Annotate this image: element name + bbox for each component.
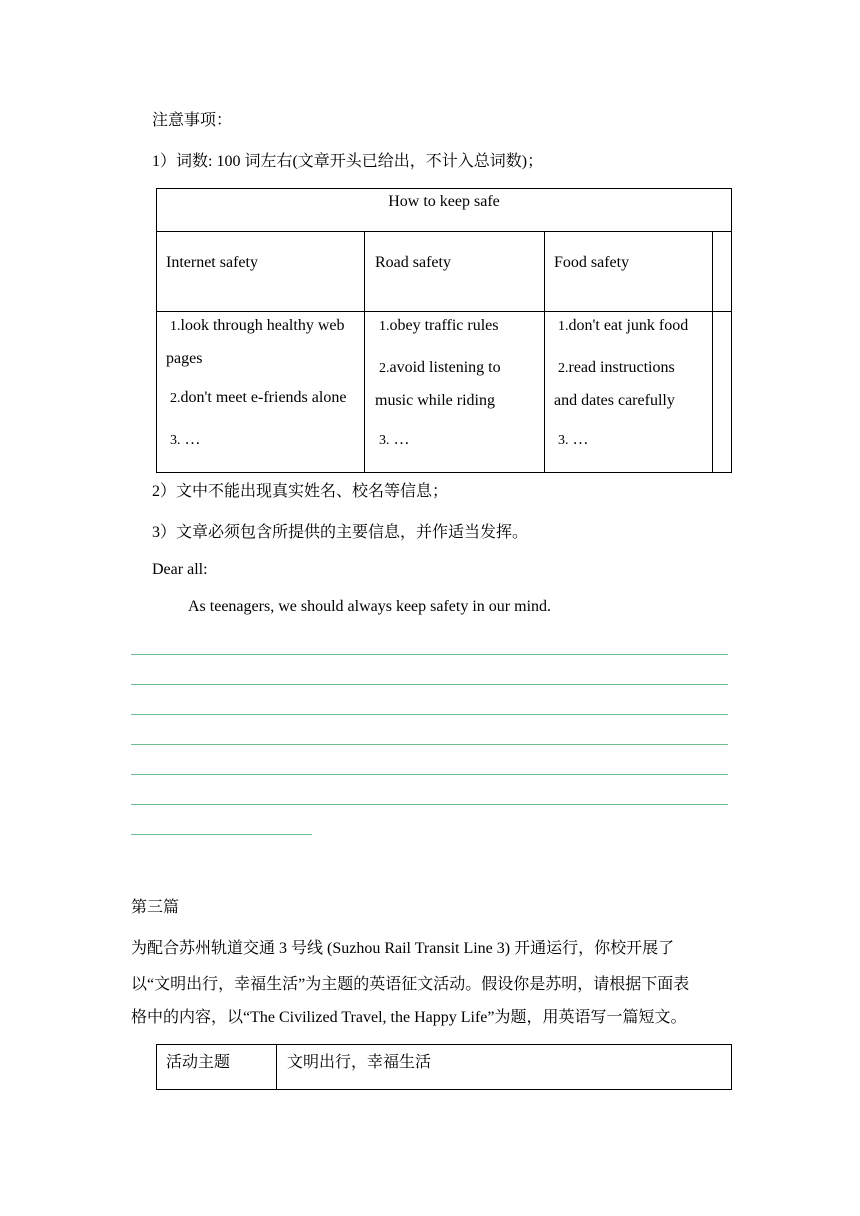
writing-line xyxy=(131,714,728,715)
list-item-continuation: and dates carefully xyxy=(554,392,675,409)
list-item xyxy=(379,431,410,449)
theme-table xyxy=(156,1044,732,1090)
item-number: 1. xyxy=(558,319,569,334)
prompt-line-3: 格中的内容，以“The Civilized Travel, the Happy Life”为题，用英语写一篇短文。 xyxy=(131,1009,687,1026)
notes-heading: 注意事项： xyxy=(152,112,233,129)
writing-line xyxy=(131,774,728,775)
item-number: 1. xyxy=(170,319,181,334)
column-header-internet: Internet safety xyxy=(166,254,258,271)
column-divider xyxy=(276,1045,277,1089)
writing-line xyxy=(131,804,728,805)
item-number: 2. xyxy=(170,391,181,406)
item-text: … xyxy=(184,431,201,448)
prompt-line-2: 以“文明出行，幸福生活”为主题的英语征文活动。假设你是苏明，请根据下面表 xyxy=(131,976,690,993)
note-item-3: 3）文章必须包含所提供的主要信息，并作适当发挥。 xyxy=(152,524,529,541)
item-number: 3. xyxy=(379,433,390,448)
list-item xyxy=(170,389,346,407)
item-number: 3. xyxy=(170,433,181,448)
list-item xyxy=(379,359,501,377)
item-number: 2. xyxy=(379,361,390,376)
section-title: 第三篇 xyxy=(131,899,180,916)
column-header-road: Road safety xyxy=(375,254,451,271)
item-text: read instructions xyxy=(568,359,675,376)
item-number: 1. xyxy=(379,319,390,334)
item-text: don't eat junk food xyxy=(568,317,689,334)
list-item xyxy=(558,431,589,449)
cell-empty-items xyxy=(712,311,732,473)
list-item-continuation: pages xyxy=(166,350,203,367)
theme-label: 活动主题 xyxy=(166,1054,231,1071)
item-text: … xyxy=(393,431,410,448)
item-text: obey traffic rules xyxy=(389,317,499,334)
list-item xyxy=(558,359,675,377)
writing-line xyxy=(131,654,728,655)
list-item xyxy=(170,317,344,335)
column-header-food: Food safety xyxy=(554,254,630,271)
writing-line xyxy=(131,744,728,745)
list-item-continuation: music while riding xyxy=(375,392,495,409)
cell-empty-header xyxy=(712,231,732,312)
note-item-1: 1）词数: 100 词左右(文章开头已给出，不计入总词数)； xyxy=(152,153,544,170)
safety-table xyxy=(156,188,732,473)
list-item xyxy=(379,317,499,335)
item-number: 2. xyxy=(558,361,569,376)
list-item xyxy=(558,317,688,335)
letter-salutation: Dear all: xyxy=(152,561,208,578)
writing-line xyxy=(131,834,312,835)
item-text: avoid listening to xyxy=(389,359,501,376)
note-item-2: 2）文中不能出现真实姓名、校名等信息； xyxy=(152,483,449,500)
letter-opening: As teenagers, we should always keep safety in our mind. xyxy=(188,598,552,615)
prompt-line-1: 为配合苏州轨道交通 3 号线 (Suzhou Rail Transit Line 3) 开通运行，你校开展了 xyxy=(131,940,675,957)
item-text: look through healthy web xyxy=(180,317,345,334)
theme-value: 文明出行，幸福生活 xyxy=(287,1054,432,1071)
item-text: don't meet e-friends alone xyxy=(180,389,347,406)
table-title: How to keep safe xyxy=(388,193,500,210)
item-text: … xyxy=(572,431,589,448)
list-item xyxy=(170,431,201,449)
writing-line xyxy=(131,684,728,685)
item-number: 3. xyxy=(558,433,569,448)
